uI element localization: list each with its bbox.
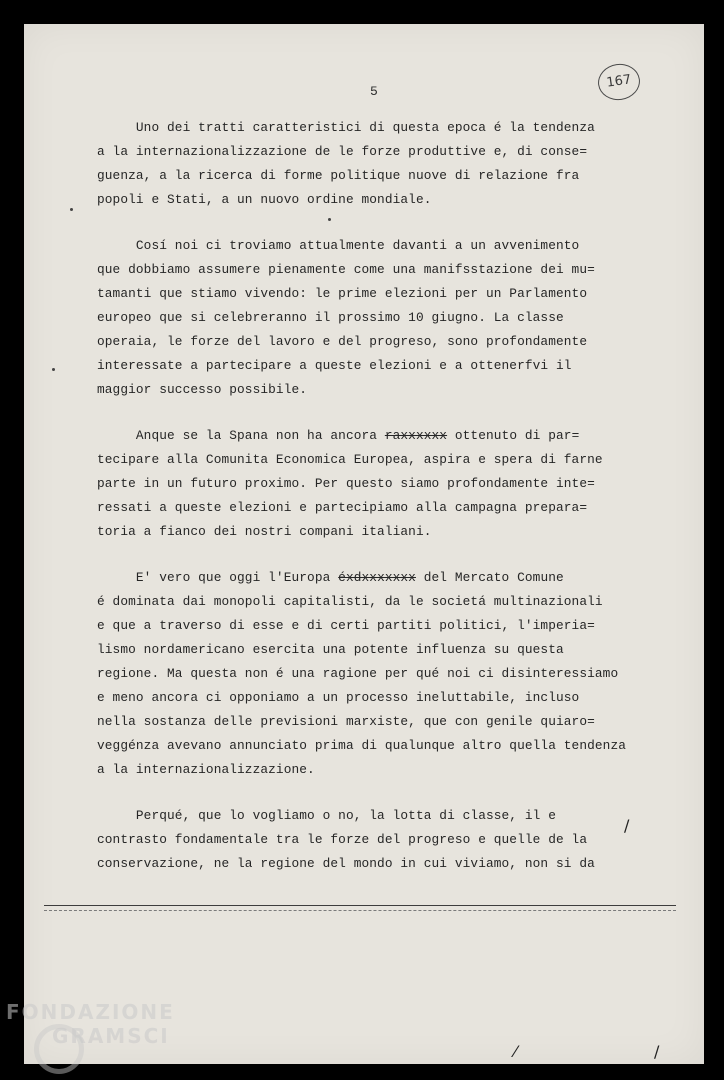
paragraph-2 — [97, 234, 657, 402]
text-line: e que a traverso di esse e di certi partiti politici, l'imperia= — [97, 618, 595, 633]
paragraph-5 — [97, 804, 657, 876]
text-line: operaia, le forze del lavoro e del progreso, sono profondamente — [97, 334, 588, 349]
pen-tick-mark: / — [654, 1042, 660, 1061]
page-divider-dashed — [44, 910, 676, 911]
text-line-with-strike — [97, 424, 657, 448]
struck-text: raxxxxxx — [384, 428, 448, 443]
text-fragment: Anque se la Spana non ha ancora — [97, 428, 378, 443]
paragraph-1 — [97, 116, 657, 212]
page-divider — [44, 905, 676, 906]
text-line: e meno ancora ci opponiamo a un processo ineluttabile, incluso — [97, 690, 580, 705]
text-line: ressati a queste elezioni e partecipiamo alla campagna prepara= — [97, 500, 588, 515]
watermark-line-2: GRAMSCI — [52, 1024, 170, 1048]
text-fragment: del Mercato Comune — [415, 570, 564, 585]
paragraph-3 — [97, 424, 657, 544]
text-line: Cosí noi ci troviamo attualmente davanti a un avvenimento — [97, 238, 580, 253]
text-line: interessate a partecipare a queste elezioni e a ottenerfvi il — [97, 358, 572, 373]
archive-number-stamp: 167 — [596, 61, 643, 102]
paper-speck — [52, 368, 55, 371]
paper-speck — [70, 208, 73, 211]
text-line: toria a fianco dei nostri compani italiani. — [97, 524, 432, 539]
page-number: 5 — [370, 84, 378, 99]
text-line: contrasto fondamentale tra le forze del progreso e quelle de la — [97, 832, 588, 847]
text-line: que dobbiamo assumere pienamente come una manifsstazione dei mu= — [97, 262, 595, 277]
paragraph-4 — [97, 566, 657, 782]
text-line: guenza, a la ricerca di forme politique nuove di relazione fra — [97, 168, 580, 183]
text-fragment: ottenuto di par= — [447, 428, 580, 443]
text-line: regione. Ma questa non é una ragione per qué noi ci disinteressiamo — [97, 666, 619, 681]
text-line: popoli e Stati, a un nuovo ordine mondiale. — [97, 192, 432, 207]
text-line: europeo que si celebreranno il prossimo 10 giugno. La classe — [97, 310, 564, 325]
typed-text — [97, 116, 657, 898]
text-line: maggior successo possibile. — [97, 382, 308, 397]
text-line: conservazione, ne la regione del mondo in cui viviamo, non si da — [97, 856, 595, 871]
text-line: veggénza avevano annunciato prima di qualunque altro quella tendenza — [97, 738, 626, 753]
paper-speck — [328, 218, 331, 221]
text-line: lismo nordamericano esercita una potente influenza su questa — [97, 642, 564, 657]
text-fragment: E' vero que oggi l'Europa — [97, 570, 331, 585]
text-line: tecipare alla Comunita Economica Europea, aspira e spera di farne — [97, 452, 603, 467]
struck-text: éxdxxxxxxx — [338, 570, 416, 585]
text-line: Uno dei tratti caratteristici di questa epoca é la tendenza — [97, 120, 595, 135]
text-line: nella sostanza delle previsioni marxiste, que con genile quiaro= — [97, 714, 595, 729]
text-line: tamanti que stiamo vivendo: le prime elezioni per un Parlamento — [97, 286, 588, 301]
text-line: parte in un futuro proximo. Per questo siamo profondamente inte= — [97, 476, 595, 491]
pen-tick-mark: ⁄ — [514, 1042, 517, 1061]
document-page — [24, 24, 704, 1064]
watermark-line-1: FONDAZIONE — [6, 1000, 175, 1024]
text-line-with-strike — [97, 566, 657, 590]
text-line: a la internazionalizzazione de le forze produttive e, di conse= — [97, 144, 588, 159]
text-line: Perqué, que lo vogliamo o no, la lotta di classe, il e — [97, 808, 556, 823]
text-line: a la internazionalizzazione. — [97, 762, 315, 777]
pen-tick-mark: / — [624, 816, 630, 835]
watermark — [6, 1000, 175, 1048]
text-line: é dominata dai monopoli capitalisti, da le societá multinazionali — [97, 594, 603, 609]
